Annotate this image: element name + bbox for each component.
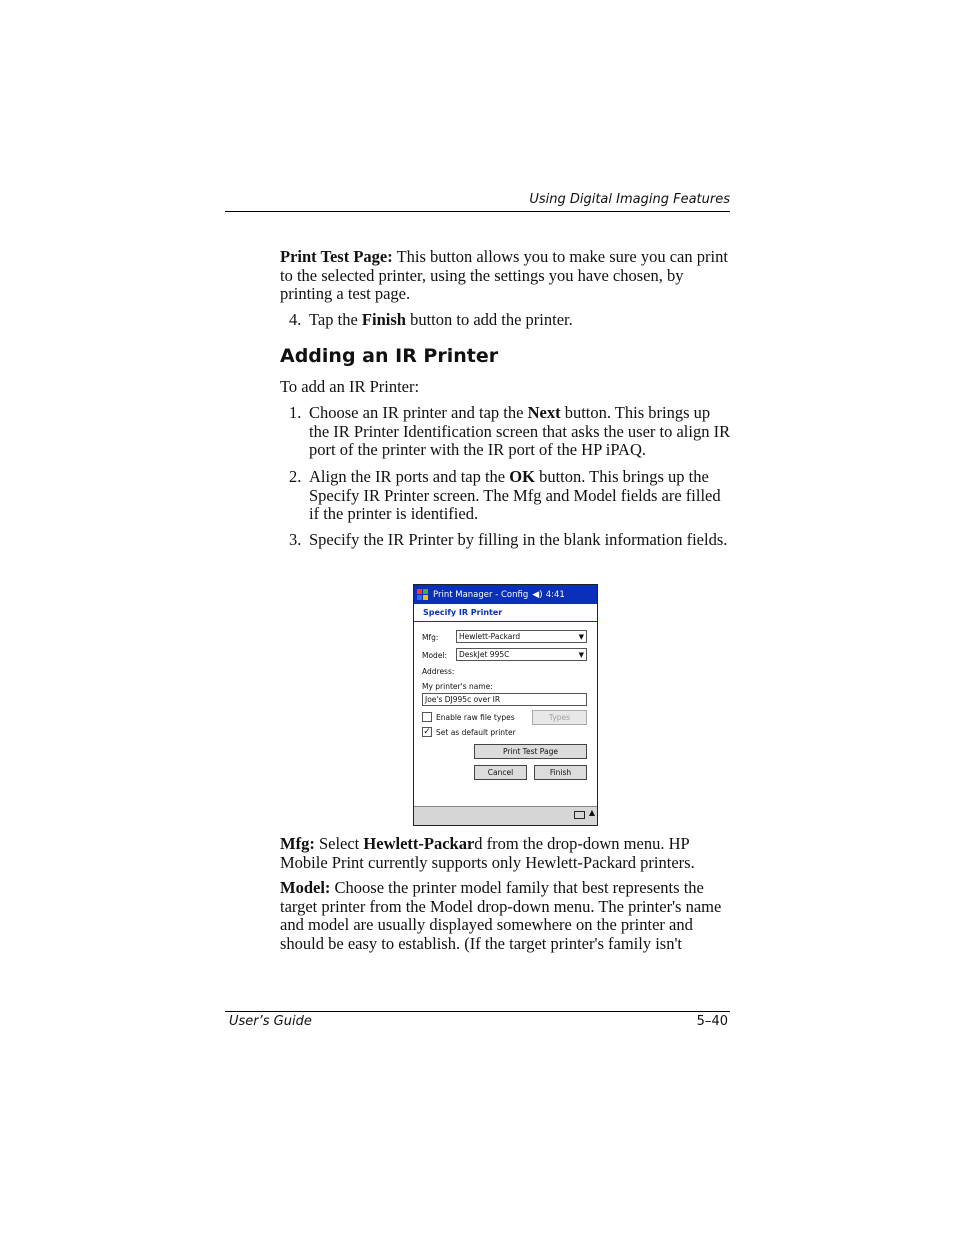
list-item-step-3 (289, 531, 732, 550)
model-paragraph: Model: Choose the printer model family that best represents the target printer from the Model drop-down menu. The printer's name and model are usually displayed somewhere on the printer and should be easy to establish. (If the target printer's family isn't (280, 878, 722, 953)
pda-form (414, 622, 597, 806)
printer-name-input[interactable]: Joe's DJ995c over IR (422, 693, 587, 706)
default-printer-label: Set as default printer (436, 728, 516, 737)
keyboard-icon[interactable] (574, 811, 585, 819)
chevron-down-icon: ▼ (578, 633, 584, 641)
step-text: Choose an IR printer and tap the Next button. This brings up the IR Printer Identification screen that asks the user to align IR port of the printer with the IR port of the HP iPAQ. (309, 403, 731, 459)
header-rule (225, 211, 730, 212)
input-menu-arrow-icon[interactable]: ▲ (588, 808, 595, 817)
step-text: Specify the IR Printer by filling in the blank information fields. (309, 530, 728, 549)
pda-screenshot (413, 584, 598, 826)
footer-rule (225, 1011, 730, 1012)
step-number: 1. (289, 403, 302, 422)
list-item-step-4 (289, 311, 732, 330)
intro-paragraph (280, 248, 732, 304)
mfg-select[interactable]: Hewlett-Packard ▼ (456, 630, 587, 643)
default-printer-checkbox[interactable]: ✓ (423, 727, 431, 737)
mfg-paragraph: Mfg: Select Hewlett-Packard from the drop-down menu. HP Mobile Print currently supports only Hewlett-Packard printers. (280, 834, 695, 872)
intro-text: This button allows you to make sure you can print to the selected printer, using the settings you have chosen, by printing a test page. (280, 247, 728, 303)
step-text: Tap the Finish button to add the printer. (309, 310, 573, 329)
step-number: 4. (289, 310, 302, 329)
section-heading: Adding an IR Printer (280, 345, 499, 367)
mfg-label: Mfg: (422, 633, 439, 642)
list-item-step-2 (289, 468, 732, 524)
finish-button[interactable]: Finish (534, 765, 587, 780)
step-number: 3. (289, 530, 302, 549)
running-header: Using Digital Imaging Features (529, 192, 730, 207)
pda-subtitle: Specify IR Printer (414, 604, 597, 622)
speaker-icon[interactable]: ◀) (532, 589, 543, 600)
raw-file-types-checkbox[interactable] (422, 712, 432, 722)
pda-title-bar (414, 585, 597, 604)
printer-name-label: My printer's name: (422, 682, 493, 691)
pda-command-bar (414, 806, 597, 825)
raw-file-types-label: Enable raw file types (436, 713, 515, 722)
footer-title: User’s Guide (229, 1014, 312, 1029)
pda-app-title: Print Manager - Config (433, 589, 529, 600)
page-number: 5–40 (696, 1014, 728, 1029)
intro-term: Print Test Page: (280, 247, 393, 266)
step-text: Align the IR ports and tap the OK button. This brings up the Specify IR Printer screen. The Mfg and Model fields are filled if the printer is identified. (309, 467, 721, 523)
model-select[interactable]: DeskJet 995C ▼ (456, 648, 587, 661)
windows-flag-icon[interactable] (417, 589, 430, 601)
types-button[interactable]: Types (532, 710, 587, 725)
cancel-button[interactable]: Cancel (474, 765, 527, 780)
pda-clock: 4:41 (545, 589, 565, 600)
list-item-step-1 (289, 404, 732, 460)
step-number: 2. (289, 467, 302, 486)
model-label: Model: (422, 651, 448, 660)
address-label: Address: (422, 667, 455, 676)
lead-paragraph: To add an IR Printer: (280, 377, 420, 396)
chevron-down-icon: ▼ (578, 651, 584, 659)
print-test-page-button[interactable]: Print Test Page (474, 744, 587, 759)
